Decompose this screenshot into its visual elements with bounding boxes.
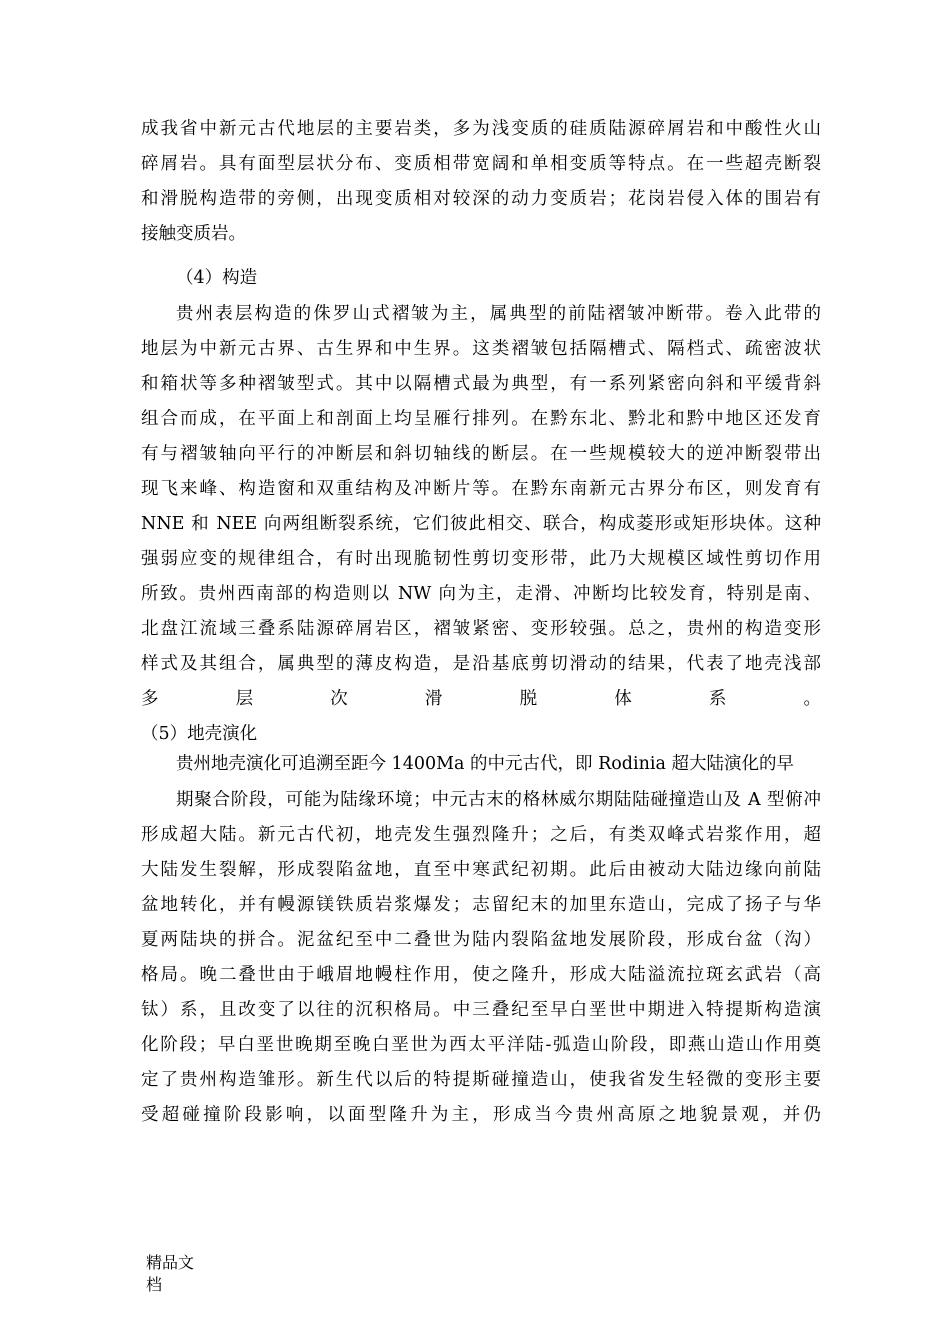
text-line: 组合而成，在平面上和剖面上均呈雁行排列。在黔东北、黔北和黔中地区还发育 <box>141 409 821 429</box>
text-line: 化阶段；早白垩世晚期至晚白垩世为西太平洋陆-弧造山阶段，即燕山造山作用奠 <box>141 1035 821 1055</box>
text-line: 接触变质岩。 <box>141 224 246 244</box>
text-line: 贵州表层构造的侏罗山式褶皱为主，属典型的前陆褶皱冲断带。卷入此带的 <box>176 304 821 324</box>
text-line: 大陆发生裂解，形成裂陷盆地，直至中寒武纪初期。此后由被动大陆边缘向前陆 <box>141 860 821 880</box>
text-line: 多层次滑脱体系。 <box>141 689 821 709</box>
text-line: 成我省中新元古代地层的主要岩类，多为浅变质的硅质陆源碎屑岩和中酸性火山 <box>141 119 821 139</box>
text-line: 样式及其组合，属典型的薄皮构造，是沿基底剪切滑动的结果，代表了地壳浅部 <box>141 654 821 674</box>
text-line: 碎屑岩。具有面型层状分布、变质相带宽阔和单相变质等特点。在一些超壳断裂 <box>141 154 821 174</box>
text-line: 现飞来峰、构造窗和双重结构及冲断片等。在黔东南新元古界分布区，则发育有 <box>141 479 821 499</box>
text-line: （5）地壳演化 <box>141 724 258 744</box>
footer-text-line2: 档 <box>146 1275 163 1294</box>
section-heading-crustal-evolution: 贵州地壳演化可追溯至距今 1400Ma 的中元古代，即 Rodinia 超大陆演化的早 <box>176 754 794 774</box>
text-line: 格局。晚二叠世由于峨眉地幔柱作用，使之隆升，形成大陆溢流拉斑玄武岩（高 <box>141 965 821 985</box>
text-line: 夏两陆块的拼合。泥盆纪至中二叠世为陆内裂陷盆地发展阶段，形成台盆（沟） <box>141 930 821 950</box>
text-line: 定了贵州构造雏形。新生代以后的特提斯碰撞造山，使我省发生轻微的变形主要 <box>141 1070 821 1090</box>
text-line: 期聚合阶段，可能为陆缘环境；中元古末的格林威尔期陆陆碰撞造山及 A 型俯冲 <box>176 790 821 810</box>
section-heading-structure: （4）构造 <box>176 268 258 288</box>
text-line: 有与褶皱轴向平行的冲断层和斜切轴线的断层。在一些规模较大的逆冲断裂带出 <box>141 444 821 464</box>
text-line: NNE 和 NEE 向两组断裂系统，它们彼此相交、联合，构成菱形或矩形块体。这种 <box>141 514 821 534</box>
text-line: 地层为中新元古界、古生界和中生界。这类褶皱包括隔槽式、隔档式、疏密波状 <box>141 339 821 359</box>
text-line: 强弱应变的规律组合，有时出现脆韧性剪切变形带，此乃大规模区域性剪切作用 <box>141 549 821 569</box>
text-line: 和滑脱构造带的旁侧，出现变质相对较深的动力变质岩；花岗岩侵入体的围岩有 <box>141 189 821 209</box>
text-line: 钛）系，且改变了以往的沉积格局。中三叠纪至早白垩世中期进入特提斯构造演 <box>141 1000 821 1020</box>
text-line: 和箱状等多种褶皱型式。其中以隔槽式最为典型，有一系列紧密向斜和平缓背斜 <box>141 374 821 394</box>
text-line: 盆地转化，并有幔源镁铁质岩浆爆发；志留纪末的加里东造山，完成了扬子与华 <box>141 895 821 915</box>
text-line: 形成超大陆。新元古代初，地壳发生强烈隆升；之后，有类双峰式岩浆作用，超 <box>141 825 821 845</box>
text-line: 受超碰撞阶段影响，以面型隆升为主，形成当今贵州高原之地貌景观，并仍 <box>141 1105 821 1125</box>
text-line: 北盘江流域三叠系陆源碎屑岩区，褶皱紧密、变形较强。总之，贵州的构造变形 <box>141 619 821 639</box>
text-line: 所致。贵州西南部的构造则以 NW 向为主，走滑、冲断均比较发育，特别是南、 <box>141 584 821 604</box>
footer-text-line1: 精品文 <box>146 1253 195 1272</box>
